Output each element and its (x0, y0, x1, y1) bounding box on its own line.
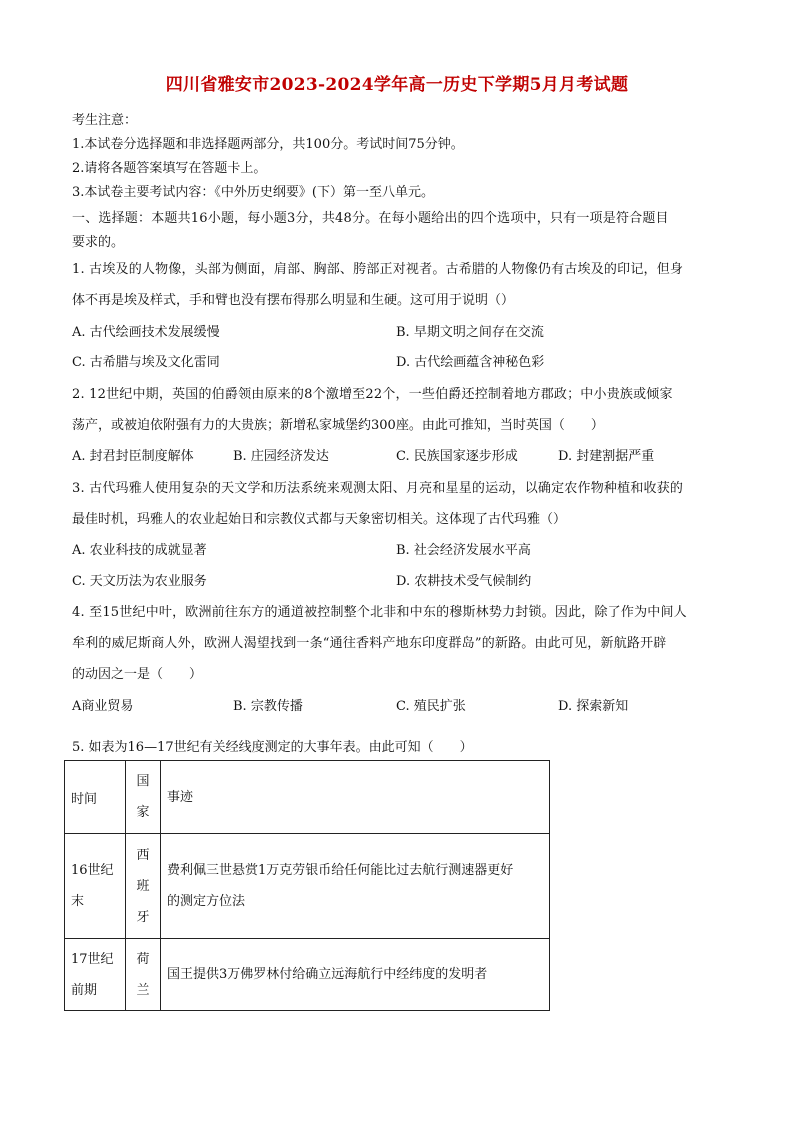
question-1-stem: 体不再是埃及样式，手和臂也没有摆布得那么明显和生硬。这可用于说明（） (72, 293, 515, 308)
question-4-stem: 的动因之一是（ ） (72, 667, 203, 682)
question-3-stem: 3. 古代玛雅人使用复杂的天文学和历法系统来观测太阳、月亮和星星的运动，以确定农作物种植和收获的 (72, 481, 684, 496)
table-header-cell: 国 家 (126, 761, 161, 834)
table-header-cell: 事迹 (161, 761, 550, 834)
question-2-stem: 2. 12世纪中期，英国的伯爵领由原来的8个激增至22个，一些伯爵还控制着地方郡政；中小贵族或倾家 (72, 387, 673, 402)
table-cell: 国王提供3万佛罗林付给确立远海航行中经纬度的发明者 (161, 939, 550, 1011)
question-1-option-d: D. 古代绘画蕴含神秘色彩 (396, 355, 545, 370)
page-title: 四川省雅安市2023-2024学年高一历史下学期5月月考试题 (165, 75, 629, 95)
question-3-option-a: A. 农业科技的成就显著 (72, 543, 207, 558)
table-cell: 费利佩三世悬赏1万克劳银币给任何能比过去航行测速器更好 的测定方位法 (161, 834, 550, 939)
question-3-option-b: B. 社会经济发展水平高 (396, 543, 531, 558)
question-4-option-b: B. 宗教传播 (233, 699, 303, 714)
question-2-stem: 荡产，或被迫依附强有力的大贵族；新增私家城堡约300座。由此可推知，当时英国（ ） (72, 418, 604, 433)
question-2-option-a: A. 封君封臣制度解体 (72, 449, 194, 464)
question-4-option-d: D. 探索新知 (558, 699, 629, 714)
question-1-option-a: A. 古代绘画技术发展缓慢 (72, 325, 220, 340)
section-heading-cont: 要求的。 (72, 235, 125, 250)
table-cell: 西 班 牙 (126, 834, 161, 939)
table-cell: 荷 兰 (126, 939, 161, 1011)
question-3-option-d: D. 农耕技术受气候制约 (396, 574, 532, 589)
question-1-option-b: B. 早期文明之间存在交流 (396, 325, 544, 340)
notice-item: 3.本试卷主要考试内容：《中外历史纲要》(下）第一至八单元。 (72, 185, 434, 200)
table-cell: 16世纪 末 (65, 834, 126, 939)
notice-item: 2.请将各题答案填写在答题卡上。 (72, 161, 267, 176)
question-2-option-b: B. 庄园经济发达 (233, 449, 329, 464)
table-row (65, 834, 550, 939)
question-5-stem: 5. 如表为16—17世纪有关经线度测定的大事年表。由此可知（ ） (72, 740, 473, 755)
question-1-option-c: C. 古希腊与埃及文化雷同 (72, 355, 220, 370)
section-heading: 一、选择题：本题共16小题，每小题3分，共48分。在每小题给出的四个选项中，只有一项是符合题目 (72, 211, 669, 226)
events-table (64, 760, 550, 1011)
question-3-stem: 最佳时机，玛雅人的农业起始日和宗教仪式都与天象密切相关。这体现了古代玛雅（） (72, 512, 567, 527)
question-4-stem: 4. 至15世纪中叶，欧洲前往东方的通道被控制整个北非和中东的穆斯林势力封锁。因此，除了作为中间人 (72, 605, 687, 620)
question-2-option-c: C. 民族国家逐步形成 (396, 449, 518, 464)
table-header-row (65, 761, 550, 834)
question-4-stem: 牟利的威尼斯商人外，欧洲人渴望找到一条“通往香料产地东印度群岛”的新路。由此可见，新航路开辟 (72, 636, 667, 651)
question-2-option-d: D. 封建割据严重 (558, 449, 655, 464)
table-row (65, 939, 550, 1011)
notice-item: 1.本试卷分选择题和非选择题两部分，共100分。考试时间75分钟。 (72, 137, 464, 152)
table-header-cell: 时间 (65, 761, 126, 834)
question-3-option-c: C. 天文历法为农业服务 (72, 574, 207, 589)
notice-heading: 考生注意： (72, 113, 138, 128)
question-4-option-a: A商业贸易 (72, 699, 134, 714)
question-4-option-c: C. 殖民扩张 (396, 699, 466, 714)
question-1-stem: 1. 古埃及的人物像，头部为侧面，肩部、胸部、胯部正对视者。古希腊的人物像仍有古埃及的印记，但身 (72, 262, 684, 277)
table-cell: 17世纪 前期 (65, 939, 126, 1011)
